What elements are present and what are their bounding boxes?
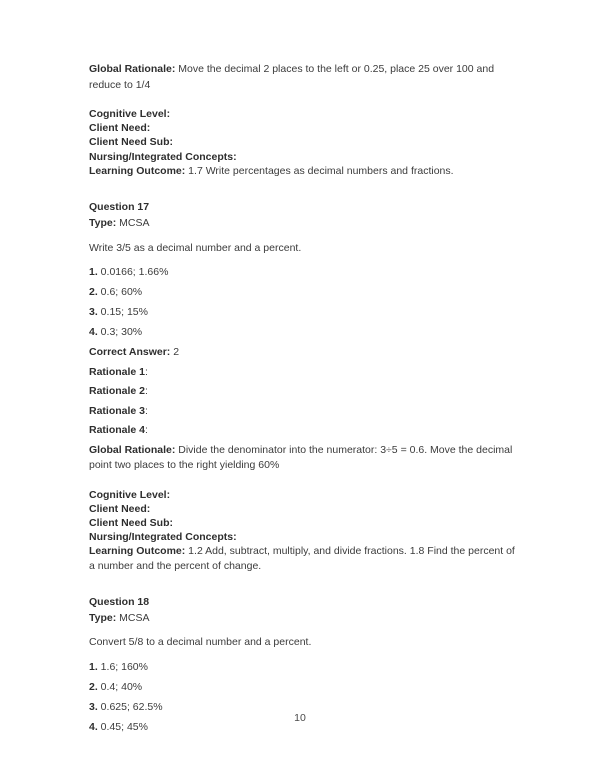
meta-label: Client Need Sub:: [89, 517, 174, 530]
option-number: 4.: [89, 326, 98, 339]
meta-label: Nursing/Integrated Concepts:: [89, 531, 237, 544]
type-value: MCSA: [116, 216, 150, 229]
global-rationale-label: Global Rationale:: [89, 63, 176, 75]
meta-nursing-concepts: [89, 530, 515, 544]
answer-option[interactable]: [89, 285, 515, 301]
answer-option[interactable]: [89, 680, 515, 696]
type-label: Type:: [89, 611, 117, 624]
option-text: 0.3; 30%: [97, 326, 143, 339]
question-type-17: [89, 216, 515, 232]
option-number: 2.: [89, 286, 98, 299]
type-label: Type:: [89, 216, 117, 229]
rationale-value: :: [145, 365, 148, 378]
question-type-18: [89, 611, 515, 627]
spacer: [89, 626, 515, 635]
spacer: [89, 573, 515, 595]
option-text: 0.6; 60%: [97, 286, 143, 299]
page-content: [89, 62, 515, 740]
answer-option[interactable]: [89, 305, 515, 321]
option-text: 0.0166; 1.66%: [97, 266, 169, 279]
spacer: [89, 474, 515, 488]
rationale-2: [89, 384, 515, 400]
meta-client-need-sub: [89, 516, 515, 530]
rationale-label: Rationale 4: [89, 424, 146, 437]
question-stem-18: Convert 5/8 to a decimal number and a percent.: [89, 636, 312, 649]
answer-option[interactable]: [89, 265, 515, 281]
rationale-value: :: [145, 404, 148, 417]
spacer: [89, 651, 515, 660]
global-rationale-label: Global Rationale:: [89, 443, 176, 456]
meta-learning-outcome: [89, 544, 515, 572]
option-text: 0.45; 45%: [97, 720, 148, 733]
option-number: 3.: [89, 700, 98, 713]
meta-cognitive-level: [89, 488, 515, 502]
option-text: 1.6; 160%: [97, 660, 148, 673]
page-number: 10: [294, 712, 306, 724]
correct-answer-value: 2: [170, 346, 180, 359]
option-number: 4.: [89, 720, 98, 733]
option-text: 0.625; 62.5%: [97, 700, 163, 713]
meta-nursing-concepts: [89, 150, 515, 164]
answer-option[interactable]: [89, 325, 515, 341]
rationale-label: Rationale 2: [89, 385, 146, 398]
global-rationale-prev: [89, 62, 515, 93]
correct-answer-label: Correct Answer:: [89, 346, 171, 359]
option-number: 1.: [89, 660, 98, 673]
rationale-value: :: [145, 385, 148, 398]
spacer: [89, 178, 515, 200]
meta-label: Cognitive Level:: [89, 488, 171, 501]
rationale-label: Rationale 1: [89, 365, 146, 378]
type-value: MCSA: [116, 611, 150, 624]
rationale-3: [89, 404, 515, 420]
global-rationale-text: Move the decimal 2 places to the left or 0.25, place 25 over 100 and reduce to 1/4: [89, 63, 495, 91]
meta-cognitive-level: [89, 107, 515, 121]
spacer: [89, 232, 515, 241]
meta-label: Client Need:: [89, 122, 151, 135]
option-number: 2.: [89, 680, 98, 693]
option-text: 0.4; 40%: [97, 680, 143, 693]
meta-label: Learning Outcome:: [89, 164, 186, 177]
meta-label: Nursing/Integrated Concepts:: [89, 150, 237, 163]
rationale-1: [89, 365, 515, 381]
meta-client-need-sub: [89, 135, 515, 149]
option-number: 3.: [89, 306, 98, 319]
meta-label: Client Need Sub:: [89, 136, 174, 149]
meta-value: 1.2 Add, subtract, multiply, and divide fractions. 1.8 Find the percent of a number and the percent of change.: [89, 545, 515, 572]
meta-value: 1.7 Write percentages as decimal numbers and fractions.: [185, 164, 454, 177]
question-stem-17: Write 3/5 as a decimal number and a percent.: [89, 241, 302, 254]
rationale-label: Rationale 3: [89, 404, 146, 417]
question-heading-17: Question 17: [89, 201, 150, 214]
spacer: [89, 93, 515, 107]
meta-client-need: [89, 502, 515, 516]
global-rationale-text: Divide the denominator into the numerator: 3÷5 = 0.6. Move the decimal point two places to the right yielding 60%: [89, 443, 513, 472]
meta-label: Client Need:: [89, 502, 151, 515]
question-heading-18: Question 18: [89, 595, 150, 608]
meta-client-need: [89, 121, 515, 135]
meta-learning-outcome: [89, 164, 515, 178]
option-text: 0.15; 15%: [97, 306, 148, 319]
answer-option[interactable]: [89, 660, 515, 676]
correct-answer-17: [89, 345, 515, 361]
spacer: [89, 256, 515, 265]
rationale-value: :: [145, 424, 148, 437]
option-number: 1.: [89, 266, 98, 279]
global-rationale-17: [89, 443, 515, 474]
rationale-4: [89, 423, 515, 439]
meta-label: Learning Outcome:: [89, 545, 186, 558]
meta-label: Cognitive Level:: [89, 108, 171, 120]
